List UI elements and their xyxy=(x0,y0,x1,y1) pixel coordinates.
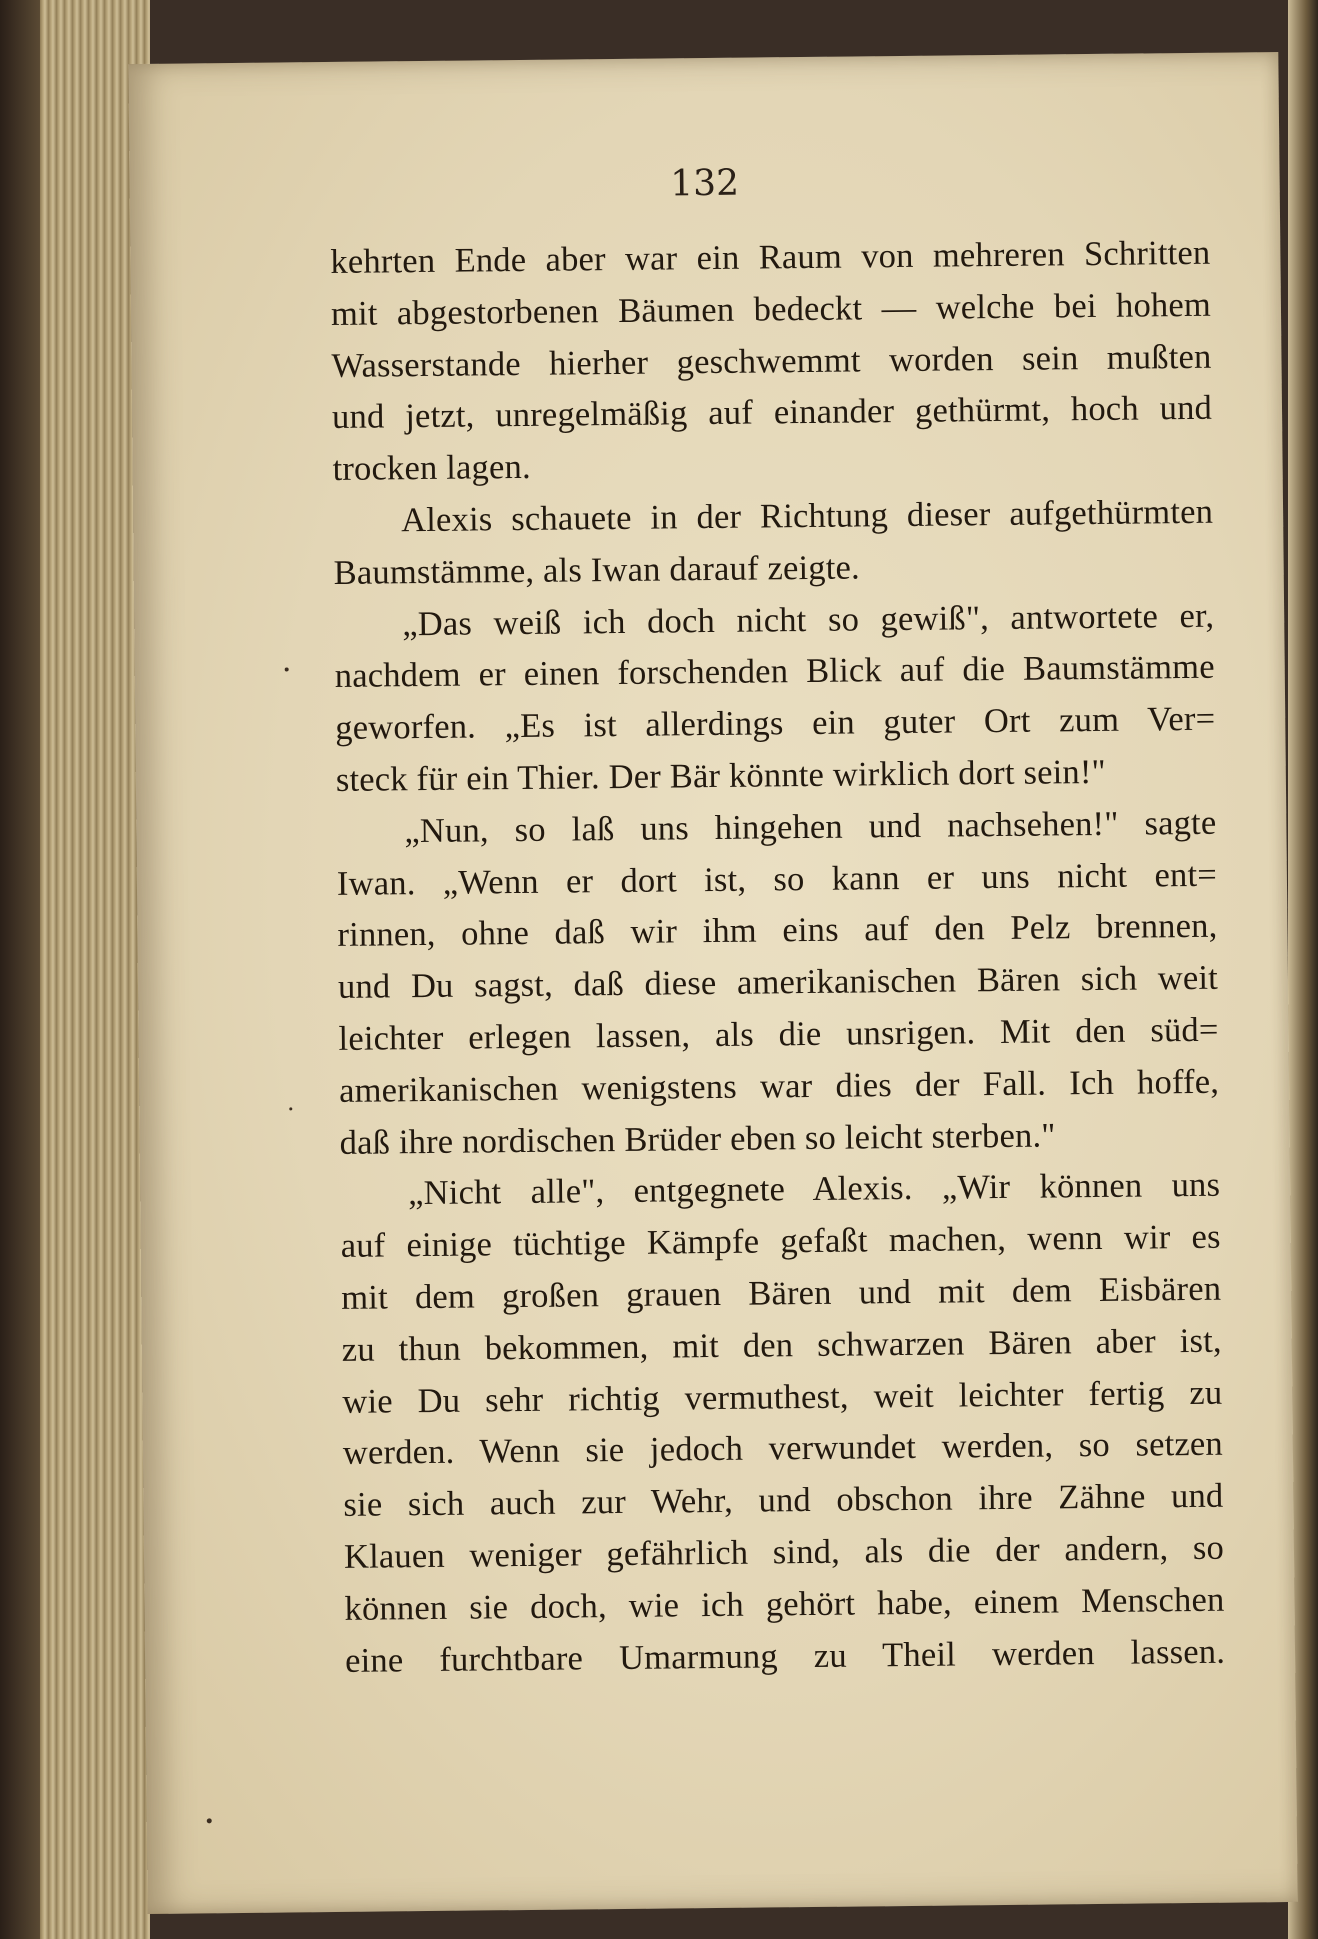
page-text xyxy=(330,228,1225,1687)
book-page xyxy=(128,52,1297,1914)
text-line: rinnen, ohne daß wir ihm eins auf den Pelz brennen, xyxy=(337,907,1218,955)
paper-speck xyxy=(285,667,289,671)
text-line: „Das weiß ich doch nicht so gewiß", antwortete er, xyxy=(402,596,1215,643)
text-line: steck für ein Thier. Der Bär könnte wirklich dort sein!" xyxy=(335,752,1107,799)
text-line: Iwan. „Wenn er dort ist, so kann er uns nicht ent= xyxy=(336,855,1218,903)
text-line: werden. Wenn sie jedoch verwundet werden, so setzen xyxy=(342,1425,1224,1473)
text-line: geworfen. „Es ist allerdings ein guter Ort zum Ver= xyxy=(335,699,1216,748)
text-line: kehrten Ende aber war ein Raum von mehreren Schritten xyxy=(330,233,1211,281)
text-line: wie Du sehr richtig vermuthest, weit leichter fertig zu xyxy=(342,1373,1223,1421)
text-line: mit abgestorbenen Bäumen bedeckt — welche bei hohem xyxy=(330,285,1212,333)
paper-speck xyxy=(207,1818,212,1823)
text-line: Wasserstande hierher geschwemmt worden sein mußten xyxy=(331,337,1212,385)
text-line: eine furchtbare Umarmung zu Theil werden lassen. xyxy=(344,1632,1226,1680)
text-line: mit dem großen grauen Bären und mit dem Eisbären xyxy=(341,1269,1222,1317)
text-line: daß ihre nordischen Brüder eben so leicht sterben." xyxy=(339,1115,1056,1162)
text-line: können sie doch, wie ich gehört habe, einem Menschen xyxy=(344,1580,1225,1628)
paper-speck xyxy=(289,1107,292,1110)
text-line: leichter erlegen lassen, als die unsrigen. Mit den süd= xyxy=(338,1010,1219,1058)
text-line: Baumstämme, als Iwan darauf zeigte. xyxy=(333,548,861,592)
page-number: 132 xyxy=(670,162,740,205)
text-line: Klauen weniger gefährlich sind, als die der andern, so xyxy=(343,1528,1225,1576)
text-line: „Nun, so laß uns hingehen und nachsehen!" sagte xyxy=(404,803,1217,850)
text-line: und Du sagst, daß diese amerikanischen Bären sich weit xyxy=(337,958,1219,1007)
text-line: Alexis schauete in der Richtung dieser aufgethürmten xyxy=(400,492,1214,540)
text-line: trocken lagen. xyxy=(332,448,532,489)
text-line: und jetzt, unregelmäßig auf einander gethürmt, hoch und xyxy=(331,389,1213,437)
text-line: nachdem er einen forschenden Blick auf die Baumstämme xyxy=(334,648,1215,696)
text-line: sie sich auch zur Wehr, und obschon ihre Zähne und xyxy=(343,1476,1224,1525)
text-line: „Nicht alle", entgegnete Alexis. „Wir können uns xyxy=(407,1166,1221,1213)
book-cover-shadow xyxy=(0,0,40,1939)
text-line: amerikanischen wenigstens war dies der Fall. Ich hoffe, xyxy=(338,1062,1220,1110)
text-line: zu thun bekommen, mit den schwarzen Bären aber ist, xyxy=(341,1321,1222,1369)
text-line: auf einige tüchtige Kämpfe gefaßt machen, wenn wir es xyxy=(340,1217,1221,1266)
